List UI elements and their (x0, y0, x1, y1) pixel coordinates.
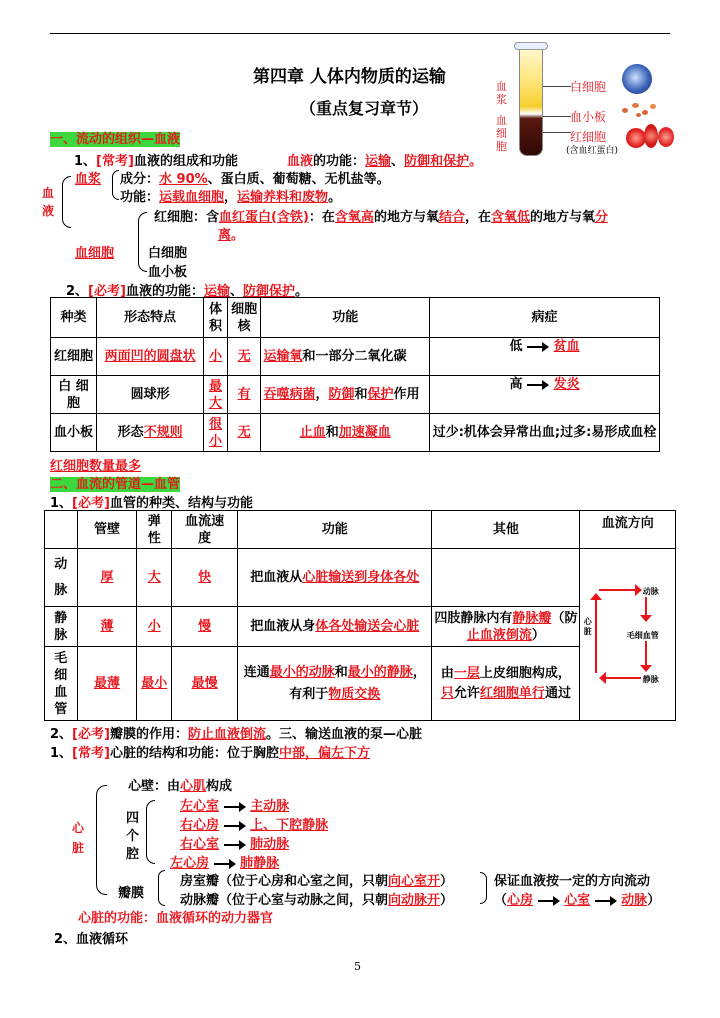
arrow-icon (224, 802, 246, 812)
section2-heading: 二、血流的管道—血管 (50, 477, 181, 492)
valve-guarantee: 保证血液按一定的方向流动 (494, 874, 651, 889)
arrow-icon (538, 896, 560, 906)
page-title: 第四章 人体内物质的运输 (253, 67, 446, 87)
arrow-icon (527, 380, 549, 390)
blood-tube-figure (490, 42, 680, 162)
label-rbc-note: (含血红蛋白) (566, 146, 619, 156)
label-rbc: 红细胞 (570, 130, 607, 144)
arrow-right-icon (635, 584, 642, 596)
flow-diagram: 动脉 毛细血管 静脉 心脏 (585, 575, 671, 695)
tube-rim (514, 42, 548, 50)
valve-semilunar: 动脉瓣（位于心室与动脉之间，只朝向动脉开） (180, 893, 454, 908)
valve-av: 房室瓣（位于心房和心室之间，只朝向心室开） (180, 874, 454, 889)
plasma-composition: 成分：水 90%、蛋白质、葡萄糖、无机盐等。 (120, 172, 390, 187)
heart-function: 心脏的功能：血液循环的动力器官 (78, 911, 274, 926)
valve-function-line: 2、[必考]瓣膜的作用：防止血液倒流。三、输送血液的泵—心脏 (50, 727, 422, 742)
table-row: 红细胞 两面凹的圆盘状 小 无 运输氧和一部分二氧化碳 低 贫血 (51, 338, 660, 376)
rbc-image (626, 124, 676, 150)
label-plasma: 血浆 (75, 172, 102, 187)
blood-function-line: 血液的功能：运输、防御和保护。 (287, 154, 483, 169)
label-blood-cells: 血细胞 (75, 246, 115, 261)
table-header-row: 种类 形态特点 体 积 细胞 核 功能 病症 (51, 298, 660, 338)
table-header-row: 管壁 弹 性 血流速 度 功能 其他 血流方向 (45, 511, 676, 549)
table-row: 血小板 形态不规则 很小 无 止血和加速凝血 过少:机体会异常出血;过多:易形成血栓 (51, 414, 660, 452)
arrow-icon (214, 859, 236, 869)
arrow-icon (595, 896, 617, 906)
heart-vertical-label: 心 脏 (72, 821, 85, 855)
blood-vessels-table (44, 510, 676, 721)
s1-item1: 1、[常考]血液的组成和功能 (74, 154, 238, 169)
s1-item2: 2、[必考]血液的功能：运输、防御保护。 (66, 284, 309, 299)
section-blood-circulation: 2、血液循环 (54, 932, 129, 947)
rbc-description-cont: 离。 (218, 228, 245, 243)
chamber-row: 左心房 肺静脉 (170, 856, 280, 871)
top-rule (50, 33, 670, 34)
arrow-icon (527, 342, 549, 352)
rbc-description: 红细胞：含血红蛋白(含铁)：在含氧高的地方与氧结合，在含氧低的地方与氧分 (154, 210, 609, 225)
plasma-function: 功能：运载血细胞，运输养料和废物。 (120, 190, 342, 205)
blood-brace (62, 176, 71, 228)
chambers-brace (146, 800, 155, 864)
label-platelet-text: 血小板 (148, 265, 188, 280)
heart-structure-line: 1、[常考]心脏的结构和功能：位于胸腔中部，偏左下方 (50, 746, 370, 761)
table-row: 动 脉 厚 大 快 把血液从心脏输送到身体各处 动脉 毛细血管 静脉 心脏 (45, 549, 676, 607)
page-number: 5 (354, 960, 361, 973)
s2-item1: 1、[必考]血管的种类、结构与功能 (50, 496, 253, 511)
chamber-row: 右心房 上、下腔静脉 (180, 818, 329, 833)
platelet-image (620, 102, 660, 120)
valve-brace (158, 870, 165, 906)
plasma-brace (112, 170, 119, 200)
label-wbc-text: 白细胞 (148, 246, 188, 261)
table-row: 毛 细 血 管 最薄 最小 最慢 连通最小的动脉和最小的静脉，有利于物质交换 由一层上皮细胞构成，只允许红细胞单行通过 (45, 647, 676, 721)
cells-brace (138, 212, 147, 272)
rbc-most-note: 红细胞数量最多 (50, 459, 142, 474)
page-subtitle: （重点复习章节） (300, 99, 429, 118)
arrow-left-icon (599, 672, 606, 684)
chamber-row: 左心室 主动脉 (180, 799, 290, 814)
four-chambers-label: 四 个 腔 (126, 811, 140, 862)
table-row: 白 细胞 圆球形 最大 有 吞噬病菌，防御和保护作用 高 发炎 (51, 376, 660, 414)
heart-flow-line: （心房 心室 动脉） (494, 893, 661, 908)
valve-right-brace (480, 872, 487, 904)
arrow-up-icon (590, 593, 602, 600)
valve-label: 瓣膜 (118, 886, 145, 901)
label-wbc: 白细胞 (570, 80, 607, 94)
arrow-down-icon (640, 615, 652, 622)
wbc-image (622, 64, 652, 94)
label-platelet: 血小板 (570, 110, 607, 124)
chamber-row: 右心室 肺动脉 (180, 837, 290, 852)
tube-label-plasma: 血 浆 (496, 80, 507, 106)
arrow-icon (224, 840, 246, 850)
table-row: 静 脉 薄 小 慢 把血液从身体各处输送会心脏 四肢静脉内有静脉瓣（防止血液倒流） (45, 607, 676, 647)
arrow-icon (224, 821, 246, 831)
blood-cells-table (50, 297, 660, 452)
tube-label-cells: 血 细 胞 (496, 114, 507, 153)
label-blood-vertical: 血 液 (42, 186, 55, 218)
heart-wall: 心壁：由心肌构成 (128, 779, 233, 794)
flow-direction-cell (580, 549, 676, 721)
test-tube (519, 46, 543, 156)
section1-heading: 一、流动的组织—血液 (50, 132, 181, 147)
heart-brace (96, 785, 107, 895)
